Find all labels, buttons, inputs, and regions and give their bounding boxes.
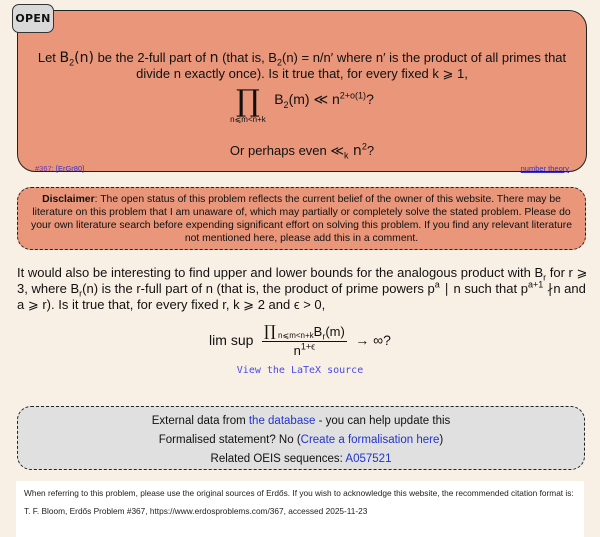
external-line-formalised: [18, 431, 584, 450]
fraction-numerator: [262, 322, 347, 342]
text: External data from: [151, 415, 249, 427]
external-line-oeis: [18, 450, 584, 469]
product-symbol: ∏: [236, 84, 260, 119]
math-sub: 2: [283, 99, 289, 110]
math-sub: r: [79, 288, 83, 299]
limit-result: → ∞?: [355, 332, 391, 348]
text: ?: [366, 143, 375, 158]
fraction: [262, 322, 347, 358]
text: Or perhaps even ≪: [229, 143, 344, 158]
text: (that is, B: [218, 50, 277, 65]
product-equation: [18, 84, 586, 133]
product-expression: [274, 91, 374, 108]
math-var: n: [348, 143, 362, 159]
text: ∣ n such that p: [439, 281, 528, 296]
disclaimer-box: [17, 187, 586, 250]
product-range: n⩽m<n+k: [275, 331, 314, 340]
text: - you can help update this: [315, 415, 451, 427]
citation-text: T. F. Bloom, Erdős Problem #367, https://www.erdosproblems.com/367, accessed 2025-11-23: [24, 506, 368, 516]
external-data-box: [17, 406, 585, 470]
math-sup: 2+o(1): [339, 90, 367, 101]
external-line-database: [18, 412, 584, 431]
math-expr: (m) ≪ n: [288, 91, 340, 107]
extension-paragraph: [17, 265, 592, 313]
text: (n) is the r-full part of n (that is, the product of prime powers p: [82, 281, 435, 296]
text: be the 2-full part of: [93, 50, 210, 65]
status-badge: OPEN: [12, 4, 54, 33]
math-var: n: [209, 50, 219, 66]
math-sup: 2: [361, 141, 367, 152]
oeis-link-a057521[interactable]: A057521: [345, 453, 392, 465]
math-sup: 1+ϵ: [300, 341, 316, 352]
text: ): [439, 434, 444, 446]
problem-card: [17, 10, 587, 172]
text: ∤n and a ⩾ r). Is it true that, for every fixed r, k ⩾ 2 and ϵ > 0,: [17, 281, 586, 312]
text: Formalised statement? No (: [158, 434, 301, 446]
product-symbol: ∏: [263, 322, 276, 340]
view-latex-source-link[interactable]: View the LaTeX source: [236, 365, 364, 376]
citation-box: [16, 481, 584, 537]
database-link[interactable]: the database: [248, 415, 316, 427]
problem-statement: [18, 50, 586, 82]
math-var: B: [59, 50, 70, 66]
tag-link-number-theory[interactable]: number theory: [520, 164, 569, 173]
text: (n) = n/n′ where n′ is the product of all primes that divide n exactly once). Is it true that, for every fixed k ⩾ 1,: [136, 50, 567, 81]
alternative-question: [18, 143, 586, 159]
math-var: B: [274, 91, 284, 107]
text: It would also be interesting to find upper and lower bounds for the analogous product with B: [17, 265, 544, 280]
disclaimer-label: Disclaimer: [42, 194, 95, 205]
text: for r ⩾ 3, where B: [17, 265, 588, 296]
math-sub: 2: [69, 57, 75, 68]
limsup-equation: [0, 322, 600, 362]
text: Related OEIS sequences:: [210, 453, 346, 465]
math-sub: r: [543, 272, 547, 283]
math-var: B: [313, 324, 323, 339]
math-var: (n): [74, 50, 94, 66]
math-sup: a+1: [527, 279, 544, 290]
math-sup: a: [434, 279, 440, 290]
math-sub: r: [322, 331, 326, 342]
problem-id: [35, 164, 84, 173]
math-var: n: [293, 343, 301, 358]
product-range: n⩽m<n+k: [230, 115, 266, 124]
problem-number: #367:: [35, 164, 56, 173]
math-expr: (m): [325, 324, 345, 339]
reference-link[interactable]: [ErGr80]: [55, 164, 85, 173]
limsup-label: lim sup: [209, 332, 254, 348]
create-formalisation-link[interactable]: Create a formalisation here: [300, 434, 440, 446]
disclaimer-text: : The open status of this problem reflects the current belief of the owner of this website. There may be literature on this problem that I am unaware of, which may partially or completely solve the stated problem. Please do your own literature search before expending significant effort on solving this problem. If you find any relevant literature not mentioned here, please add this in a comment.: [31, 194, 572, 244]
citation-note: When referring to this problem, please use the original sources of Erdős. If you wish to acknowledge this website, the recommended citation format is:: [24, 488, 574, 498]
fraction-denominator: [262, 342, 347, 358]
product-operator: [230, 84, 266, 124]
math-sub: 2: [276, 57, 282, 68]
math-expr: ?: [366, 91, 374, 107]
math-sub: k: [343, 150, 349, 161]
text: Let: [37, 50, 60, 65]
